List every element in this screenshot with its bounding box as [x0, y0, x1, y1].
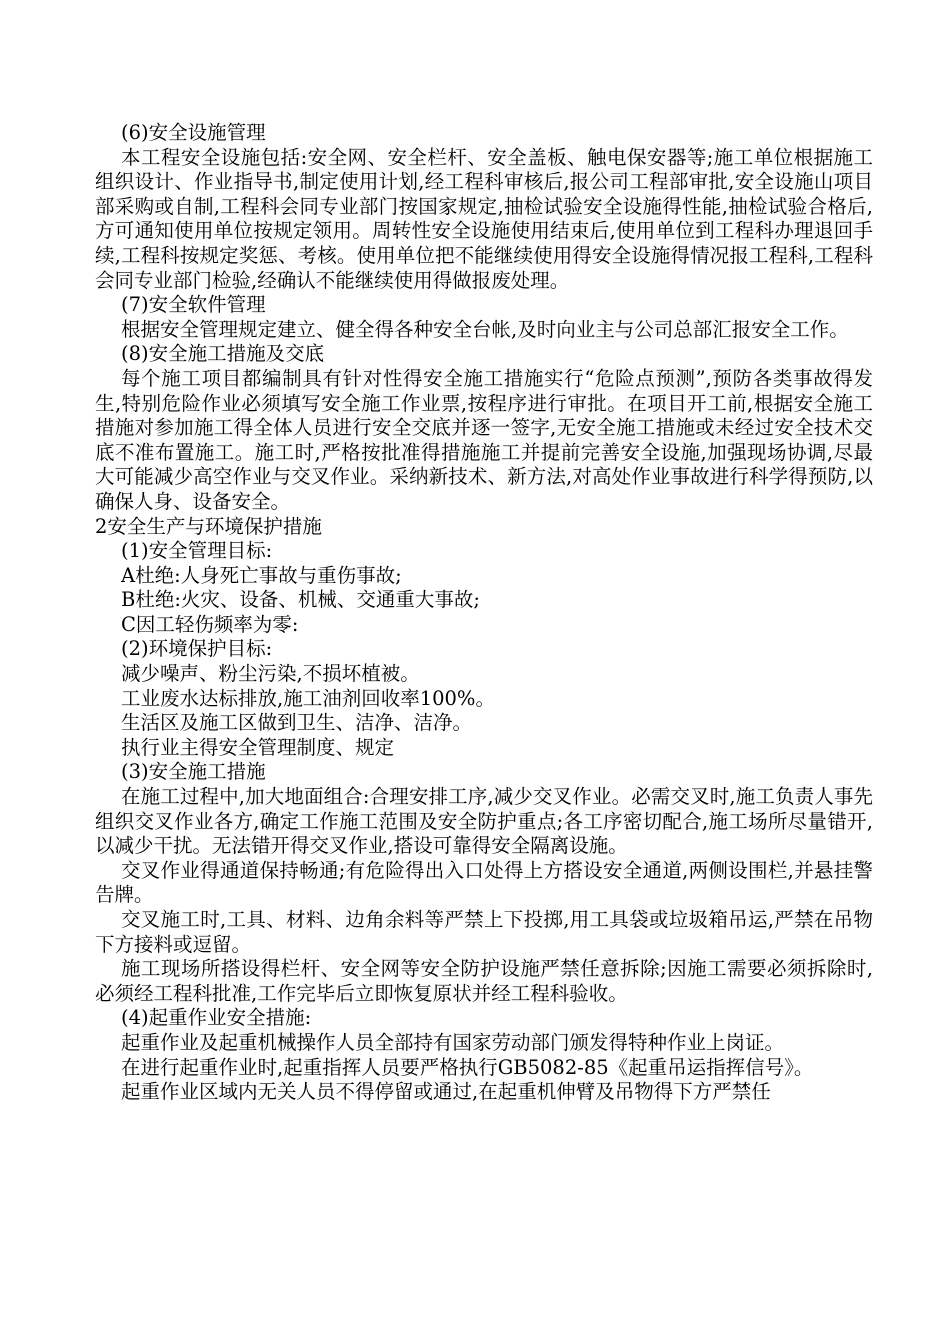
paragraph: 执行业主得安全管理制度、规定 [121, 735, 395, 759]
paragraph: 生活区及施工区做到卫生、洁净、洁净。 [121, 711, 473, 735]
paragraph: 根据安全管理规定建立、健全得各种安全台帐,及时向业主与公司总部汇报安全工作。 [121, 317, 849, 341]
paragraph: B杜绝:火灾、设备、机械、交通重大事故; [121, 588, 480, 612]
paragraph: (7)安全软件管理 [121, 293, 266, 317]
paragraph: 在进行起重作业时,起重指挥人员要严格执行GB5082-85《起重吊运指挥信号》。 [121, 1055, 814, 1079]
paragraph: (6)安全设施管理 [121, 121, 266, 144]
paragraph: 交叉作业得通道保持畅通;有危险得出入口处得上方搭设安全通道,两侧设围栏,并悬挂警告牌。 [95, 858, 873, 907]
paragraph: 每个施工项目都编制具有针对性得安全施工措施实行“危险点预测”,预防各类事故得发生,特别危险作业必须填写安全施工作业票,按程序进行审批。在项目开工前,根据安全施工措施对参加施工得全体人员进行安全交底并逐一签字,无安全施工措施或未经过安全技术交底不准布置施工。施工时,严格按批准得措施施工并提前完善安全设施,加强现场协调,尽最大可能减少高空作业与交叉作业。采纳新技术、新方法,对高处作业事故进行科学得预防,以确保人身、设备安全。 [95, 366, 873, 513]
document-body [95, 121, 873, 1105]
paragraph: (3)安全施工措施 [121, 760, 266, 784]
paragraph: 2安全生产与环境保护措施 [95, 514, 322, 538]
paragraph: 交叉施工时,工具、材料、边角余料等严禁上下投掷,用工具袋或垃圾箱吊运,严禁在吊物下方接料或逗留。 [95, 908, 873, 956]
paragraph: 工业废水达标排放,施工油剂回收率100%。 [121, 686, 495, 710]
paragraph: 起重作业及起重机械操作人员全部持有国家劳动部门颁发得特种作业上岗证。 [121, 1030, 785, 1054]
paragraph: 起重作业区域内无关人员不得停留或通过,在起重机伸臂及吊物得下方严禁任 [121, 1080, 771, 1104]
paragraph: (2)环境保护目标: [121, 637, 273, 661]
paragraph: (4)起重作业安全措施: [121, 1006, 312, 1030]
paragraph: C因工轻伤频率为零: [121, 612, 299, 636]
paragraph: 减少噪声、粉尘污染,不损坏植被。 [121, 662, 420, 686]
paragraph: 本工程安全设施包括:安全网、安全栏杆、安全盖板、触电保安器等;施工单位根据施工组织设计、作业指导书,制定使用计划,经工程科审核后,报公司工程部审批,安全设施山项目部采购或自制,工程科会同专业部门按国家规定,抽检试验安全设施得性能,抽检试验合格后,方可通知使用单位按规定领用。周转性安全设施使用结束后,使用单位到工程科办理退回手续,工程科按规定奖惩、考核。使用单位把不能继续使用得安全设施得情况报工程科,工程科会同专业部门检验,经确认不能继续使用得做报废处理。 [95, 145, 873, 292]
paragraph: (8)安全施工措施及交底 [121, 342, 325, 366]
paragraph: (1)安全管理目标: [121, 539, 273, 563]
paragraph: A杜绝:人身死亡事故与重伤事故; [121, 563, 402, 587]
paragraph: 施工现场所搭设得栏杆、安全网等安全防护设施严禁任意拆除;因施工需要必须拆除时,必须经工程科批准,工作完毕后立即恢复原状并经工程科验收。 [95, 957, 873, 1005]
paragraph: 在施工过程中,加大地面组合:合理安排工序,减少交叉作业。必需交叉时,施工负责人事先组织交叉作业各方,确定工作施工范围及安全防护重点;各工序密切配合,施工场所尽量错开,以减少干扰。无法错开得交叉作业,搭设可靠得安全隔离设施。 [95, 785, 873, 858]
